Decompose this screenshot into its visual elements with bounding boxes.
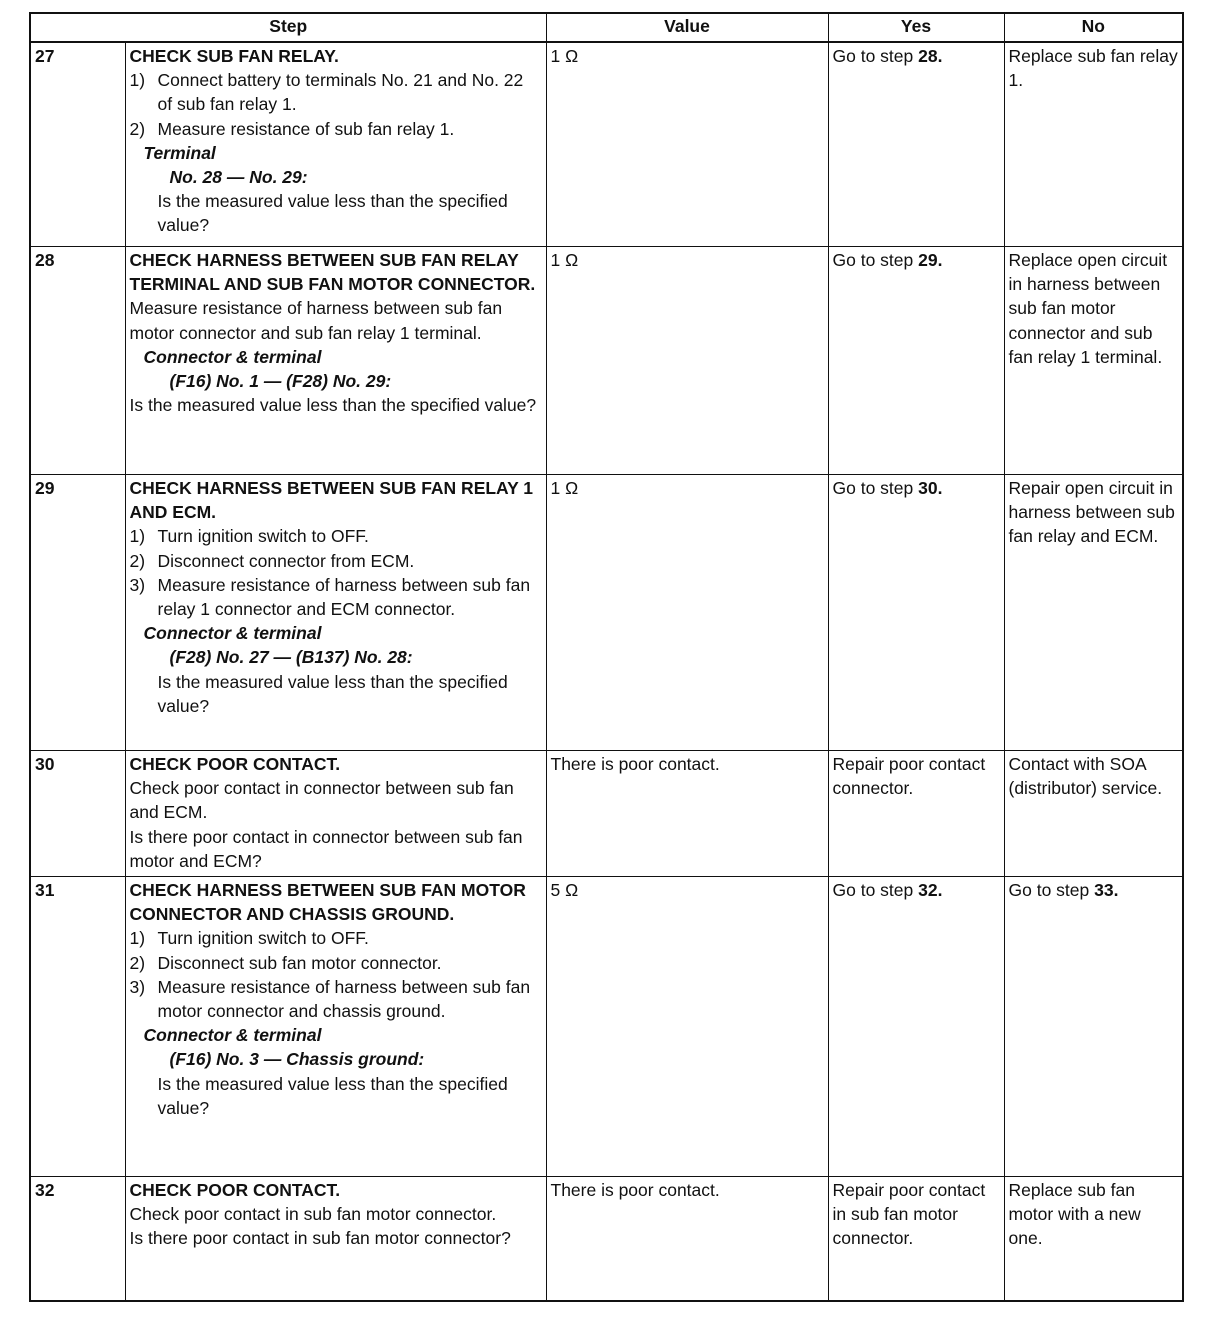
procedure-item: 2) Measure resistance of sub fan relay 1. [129,118,455,139]
header-value: Value [546,13,828,42]
step-description [125,247,546,475]
step-intro: Check poor contact in sub fan motor connector. [129,1204,497,1225]
step-intro: Measure resistance of harness between sub fan motor connector and sub fan relay 1 terminal. [129,298,503,343]
spec-heading: Connector & terminal [143,623,322,644]
step-title: CHECK HARNESS BETWEEN SUB FAN RELAY TERMINAL AND SUB FAN MOTOR CONNECTOR. [129,250,536,295]
step-number: 31 [30,877,125,1177]
value-cell: 5 Ω [546,877,828,1177]
diagnostic-table [29,12,1184,1302]
step-question: Is the measured value less than the specified value? [157,671,508,716]
spec-heading: Connector & terminal [143,346,322,367]
procedure-item: 2) Disconnect sub fan motor connector. [129,952,442,973]
no-cell: Go to step 33. [1004,877,1183,1177]
step-title: CHECK HARNESS BETWEEN SUB FAN MOTOR CONNECTOR AND CHASSIS GROUND. [129,880,526,925]
step-intro: Check poor contact in connector between sub fan and ECM. [129,778,514,823]
value-cell: There is poor contact. [546,751,828,877]
step-description [125,1177,546,1302]
step-description [125,475,546,751]
step-title: CHECK POOR CONTACT. [129,754,341,774]
no-cell: Repair open circuit in harness between sub fan relay and ECM. [1004,475,1183,751]
procedure-item: 2) Disconnect connector from ECM. [129,550,415,571]
spec-value: (F16) No. 3 — Chassis ground: [169,1049,425,1070]
step-number: 29 [30,475,125,751]
step-question: Is the measured value less than the specified value? [157,191,508,236]
spec-value: (F16) No. 1 — (F28) No. 29: [169,371,392,392]
step-number: 28 [30,247,125,475]
header-no: No [1004,13,1183,42]
value-cell: There is poor contact. [546,1177,828,1302]
yes-cell: Repair poor contact connector. [828,751,1004,877]
step-question: Is the measured value less than the specified value? [129,395,537,416]
header-yes: Yes [828,13,1004,42]
step-title: CHECK HARNESS BETWEEN SUB FAN RELAY 1 AND ECM. [129,478,534,523]
table-row [30,42,1183,247]
value-cell: 1 Ω [546,42,828,247]
procedure-item: 1) Turn ignition switch to OFF. [129,526,369,547]
step-description [125,751,546,877]
step-number: 30 [30,751,125,877]
procedure-item: 3) Measure resistance of harness between sub fan motor connector and chassis ground. [129,976,531,1022]
spec-heading: Connector & terminal [143,1025,322,1046]
procedure-item: 1) Turn ignition switch to OFF. [129,928,369,949]
step-question: Is there poor contact in connector between sub fan motor and ECM? [129,826,523,871]
spec-heading: Terminal [143,142,216,163]
table-row [30,751,1183,877]
table-row [30,877,1183,1177]
no-cell: Replace sub fan motor with a new one. [1004,1177,1183,1302]
yes-cell: Go to step 30. [828,475,1004,751]
step-question: Is the measured value less than the specified value? [157,1073,508,1118]
step-description [125,42,546,247]
table-row [30,1177,1183,1302]
procedure-item: 1) Connect battery to terminals No. 21 and No. 22 of sub fan relay 1. [129,70,524,115]
step-number: 32 [30,1177,125,1302]
no-cell: Replace open circuit in harness between sub fan motor connector and sub fan relay 1 terminal. [1004,247,1183,475]
step-question: Is there poor contact in sub fan motor connector? [129,1228,511,1249]
step-title: CHECK SUB FAN RELAY. [129,46,339,66]
yes-cell: Go to step 29. [828,247,1004,475]
step-description [125,877,546,1177]
table-row [30,475,1183,751]
table-header-row [30,13,1183,42]
step-number: 27 [30,42,125,247]
table-row [30,247,1183,475]
no-cell: Contact with SOA (distributor) service. [1004,751,1183,877]
yes-cell: Go to step 32. [828,877,1004,1177]
value-cell: 1 Ω [546,475,828,751]
spec-value: (F28) No. 27 — (B137) No. 28: [169,647,413,668]
step-title: CHECK POOR CONTACT. [129,1180,341,1200]
spec-value: No. 28 — No. 29: [169,167,308,188]
header-step: Step [30,13,546,42]
yes-cell: Go to step 28. [828,42,1004,247]
procedure-item: 3) Measure resistance of harness between sub fan relay 1 connector and ECM connector. [129,574,531,620]
value-cell: 1 Ω [546,247,828,475]
no-cell: Replace sub fan relay 1. [1004,42,1183,247]
yes-cell: Repair poor contact in sub fan motor connector. [828,1177,1004,1302]
